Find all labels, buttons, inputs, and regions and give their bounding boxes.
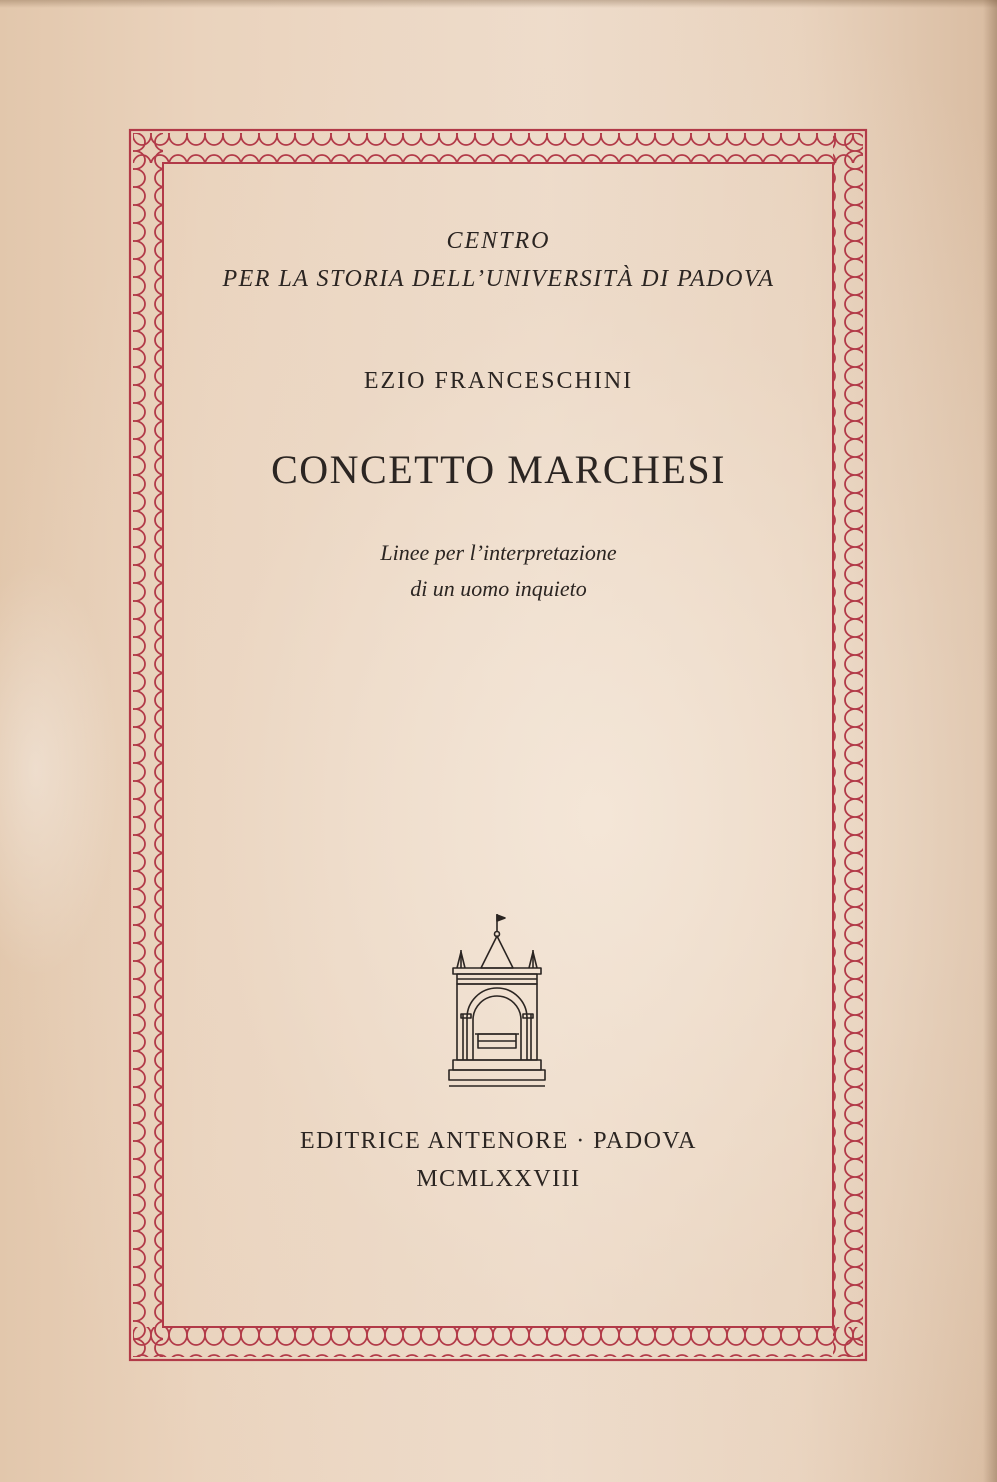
publication-year: MCMLXXVIII (416, 1166, 581, 1192)
series-line-2: PER LA STORIA DELL’UNIVERSITÀ DI PADOVA (222, 266, 775, 292)
author-name: EZIO FRANCESCHINI (363, 368, 634, 394)
subtitle-line-1: Linee per l’interpretazione (380, 540, 617, 565)
series-line-1: CENTRO (446, 228, 551, 254)
book-title: CONCETTO MARCHESI (271, 447, 726, 492)
publisher-line: EDITRICE ANTENORE · PADOVA (299, 1128, 697, 1154)
publisher-arch-icon (445, 910, 549, 1092)
subtitle-line-2: di un uomo inquieto (410, 576, 587, 601)
